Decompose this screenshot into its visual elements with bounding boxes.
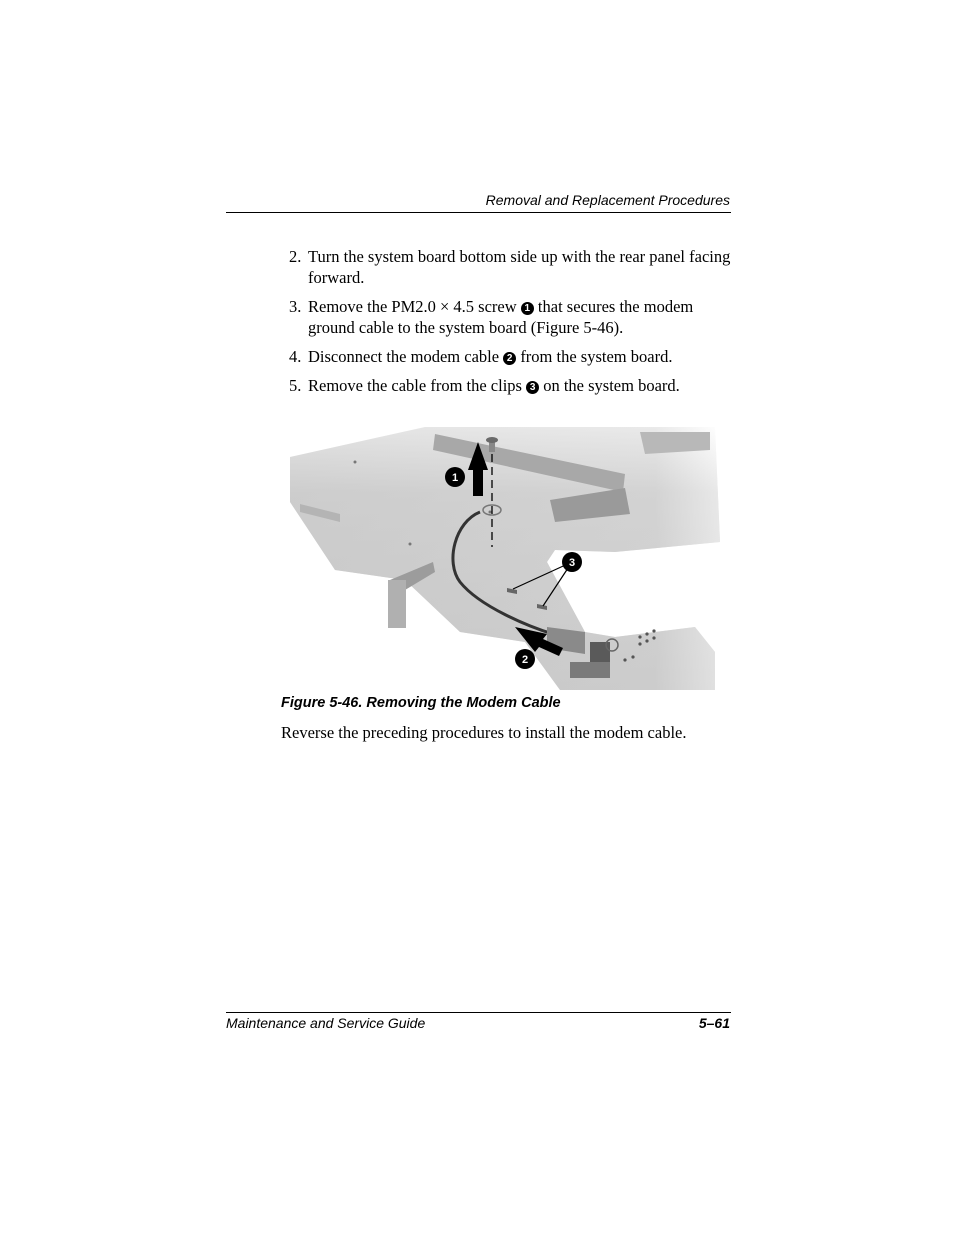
body-paragraph: Reverse the preceding procedures to install the modem cable.: [281, 723, 687, 742]
board-cutout: [585, 550, 725, 622]
step-text: from the system board.: [516, 347, 673, 366]
step-number: 2.: [289, 247, 302, 266]
page-number: 5–61: [698, 1015, 730, 1031]
procedure-steps: [289, 246, 739, 404]
step-text: Remove the PM2.0 × 4.5 screw: [308, 297, 521, 316]
step-number: 3.: [289, 297, 302, 316]
figure-caption: Figure 5-46. Removing the Modem Cable: [281, 695, 561, 711]
svg-text:1: 1: [451, 472, 459, 484]
step-number: 4.: [289, 347, 302, 366]
step-text: that secures the modem ground cable to the system board (Figure 5-46).: [308, 297, 694, 337]
footer-title: Maintenance and Service Guide: [226, 1015, 426, 1031]
step-4: [289, 346, 739, 367]
callout-1-icon: 1: [521, 302, 534, 315]
step-text: on the system board.: [539, 376, 680, 395]
step-text: Disconnect the modem cable: [308, 347, 504, 366]
step-text: Turn the system board bottom side up with the rear panel facing forward.: [308, 247, 731, 287]
svg-text:2: 2: [521, 654, 529, 666]
header-rule: [226, 212, 731, 213]
step-2: [289, 246, 739, 288]
figure-callout-3: [562, 552, 582, 572]
step-3: [289, 296, 739, 338]
running-head: Removal and Replacement Procedures: [485, 192, 730, 208]
footer-rule: [226, 1012, 731, 1013]
step-5: [289, 375, 739, 396]
callout-2-icon: 2: [503, 352, 516, 365]
figure-callout-2: [515, 649, 535, 669]
step-number: 5.: [289, 376, 302, 395]
figure-callout-1: [445, 467, 465, 487]
step-text: Remove the cable from the clips: [308, 376, 527, 395]
modem-cable-illustration: [285, 422, 725, 690]
svg-text:3: 3: [568, 557, 576, 569]
callout-3-icon: 3: [526, 381, 539, 394]
